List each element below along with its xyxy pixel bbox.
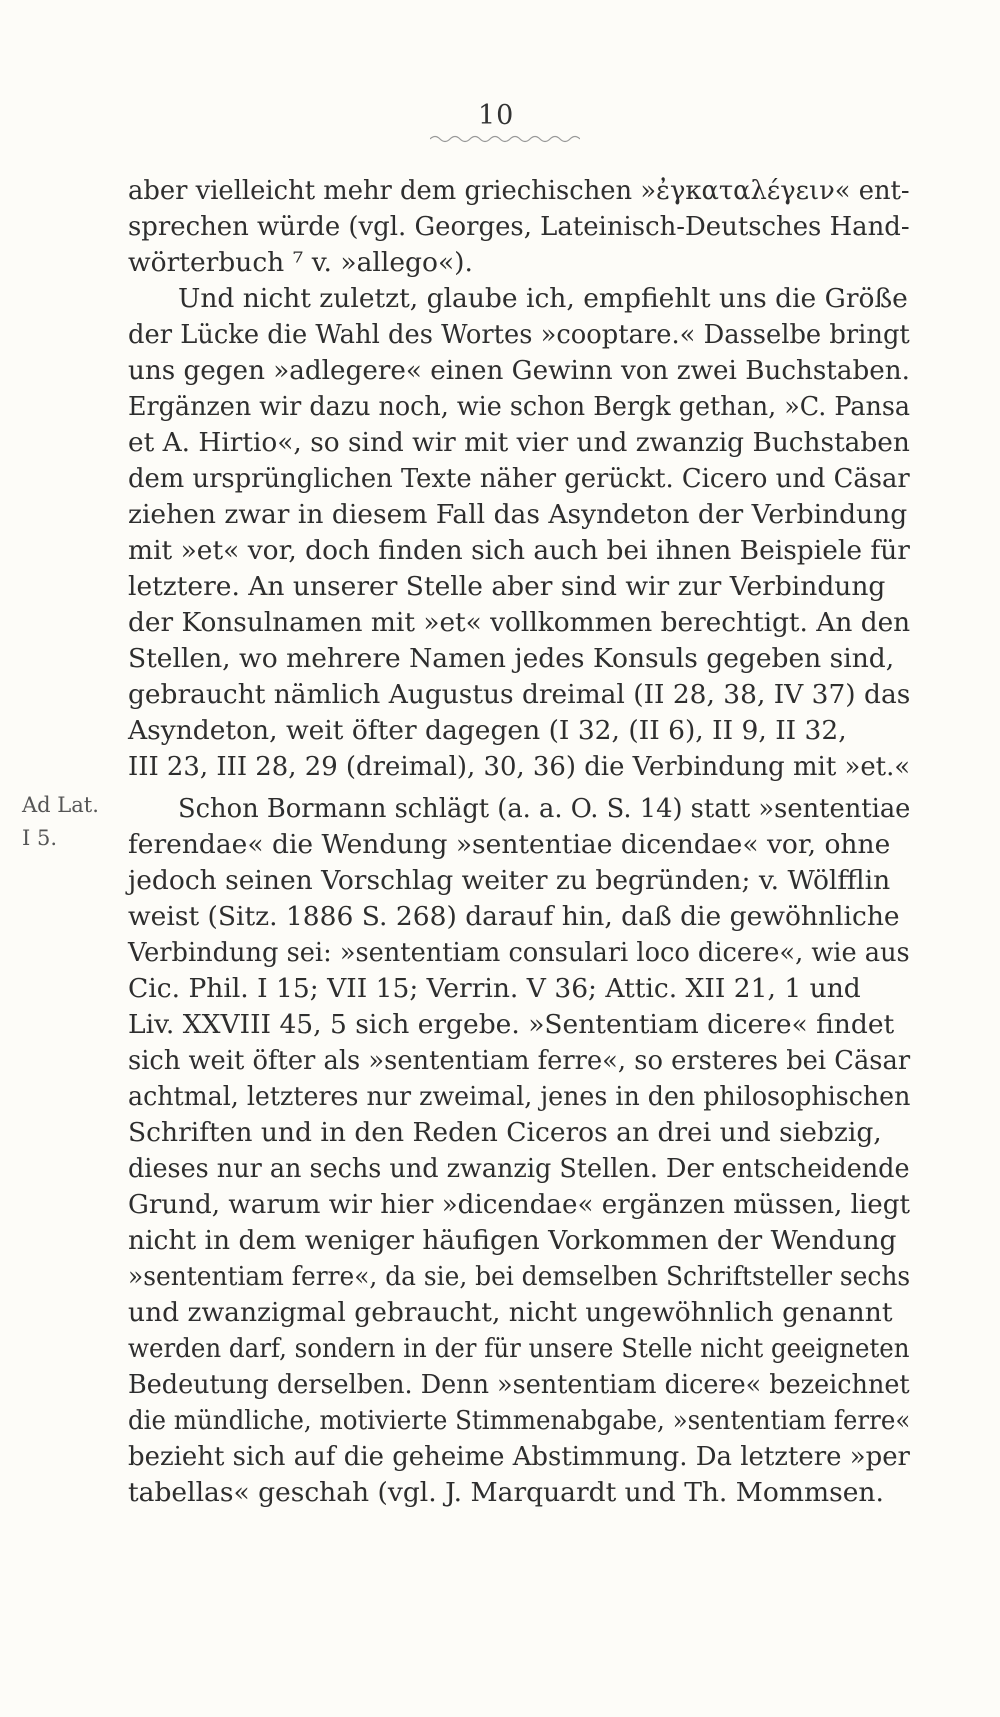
text-line-15: gebraucht nämlich Augustus dreimal (II 28, 38, IV 37) das: [128, 679, 911, 710]
text-line-21: weist (Sitz. 1886 S. 268) darauf hin, daß die gewöhnliche: [128, 901, 900, 932]
text-line-32: und zwanzigmal gebraucht, nicht ungewöhnlich genannt: [128, 1297, 893, 1328]
margin-note-line-1: Ad Lat.: [22, 793, 99, 817]
page-number: 10: [478, 100, 515, 131]
text-line-35: die mündliche, motivierte Stimmenabgabe, »sententiam ferre«: [128, 1405, 911, 1436]
text-line-5: der Lücke die Wahl des Wortes »cooptare.« Dasselbe bringt: [128, 319, 910, 350]
text-line-1: aber vielleicht mehr dem griechischen »ἐγκαταλέγειν« ent-: [128, 175, 910, 206]
text-line-16: Asyndeton, weit öfter dagegen (I 32, (II 6), II 9, II 32,: [128, 715, 847, 746]
text-line-36: bezieht sich auf die geheime Abstimmung. Da letztere »per: [128, 1441, 910, 1472]
text-line-37: tabellas« geschah (vgl. J. Marquardt und Th. Mommsen.: [128, 1477, 884, 1508]
text-line-17: III 23, III 28, 29 (dreimal), 30, 36) die Verbindung mit »et.«: [128, 751, 911, 782]
text-line-13: der Konsulnamen mit »et« vollkommen berechtigt. An den: [128, 607, 911, 638]
text-line-26: achtmal, letzteres nur zweimal, jenes in den philosophischen: [128, 1081, 911, 1112]
text-line-7: Ergänzen wir dazu noch, wie schon Bergk gethan, »C. Pansa: [128, 391, 911, 422]
text-line-8: et A. Hirtio«, so sind wir mit vier und zwanzig Buchstaben: [128, 427, 910, 458]
text-line-19: ferendae« die Wendung »sententiae dicendae« vor, ohne: [128, 829, 891, 860]
text-line-27: Schriften und in den Reden Ciceros an drei und siebzig,: [128, 1117, 882, 1148]
text-line-31: »sententiam ferre«, da sie, bei demselben Schriftsteller sechs: [128, 1261, 911, 1292]
text-line-33: werden darf, sondern in der für unsere Stelle nicht geeigneten: [128, 1333, 910, 1364]
text-line-9: dem ursprünglichen Texte näher gerückt. Cicero und Cäsar: [128, 463, 910, 494]
text-line-23: Cic. Phil. I 15; VII 15; Verrin. V 36; Attic. XII 21, 1 und: [128, 973, 861, 1004]
text-line-22: Verbindung sei: »sententiam consulari loco dicere«, wie aus: [128, 937, 910, 968]
text-line-18: Schon Bormann schlägt (a. a. O. S. 14) statt »sententiae: [178, 793, 911, 824]
text-line-11: mit »et« vor, doch finden sich auch bei ihnen Beispiele für: [128, 535, 910, 566]
text-line-34: Bedeutung derselben. Denn »sententiam dicere« bezeichnet: [128, 1369, 910, 1400]
text-line-28: dieses nur an sechs und zwanzig Stellen. Der entscheidende: [128, 1153, 910, 1184]
text-line-29: Grund, warum wir hier »dicendae« ergänzen müssen, liegt: [128, 1189, 910, 1220]
text-line-20: jedoch seinen Vorschlag weiter zu begründen; v. Wölfflin: [128, 865, 891, 896]
text-line-10: ziehen zwar in diesem Fall das Asyndeton der Verbindung: [128, 499, 908, 530]
text-line-25: sich weit öfter als »sententiam ferre«, so ersteres bei Cäsar: [128, 1045, 911, 1076]
text-line-14: Stellen, wo mehrere Namen jedes Konsuls gegeben sind,: [128, 643, 895, 674]
text-line-6: uns gegen »adlegere« einen Gewinn von zwei Buchstaben.: [128, 355, 910, 386]
ornament-rule: [430, 134, 580, 144]
text-line-4: Und nicht zuletzt, glaube ich, empfiehlt uns die Größe: [178, 283, 908, 314]
text-line-24: Liv. XXVIII 45, 5 sich ergebe. »Sententiam dicere« findet: [128, 1009, 895, 1040]
margin-note-line-2: I 5.: [22, 826, 58, 850]
text-line-12: letztere. An unserer Stelle aber sind wir zur Verbindung: [128, 571, 886, 602]
text-line-2: sprechen würde (vgl. Georges, Lateinisch-Deutsches Hand-: [128, 211, 910, 242]
text-line-3: wörterbuch ⁷ v. »allego«).: [128, 247, 473, 278]
text-line-30: nicht in dem weniger häufigen Vorkommen der Wendung: [128, 1225, 897, 1256]
